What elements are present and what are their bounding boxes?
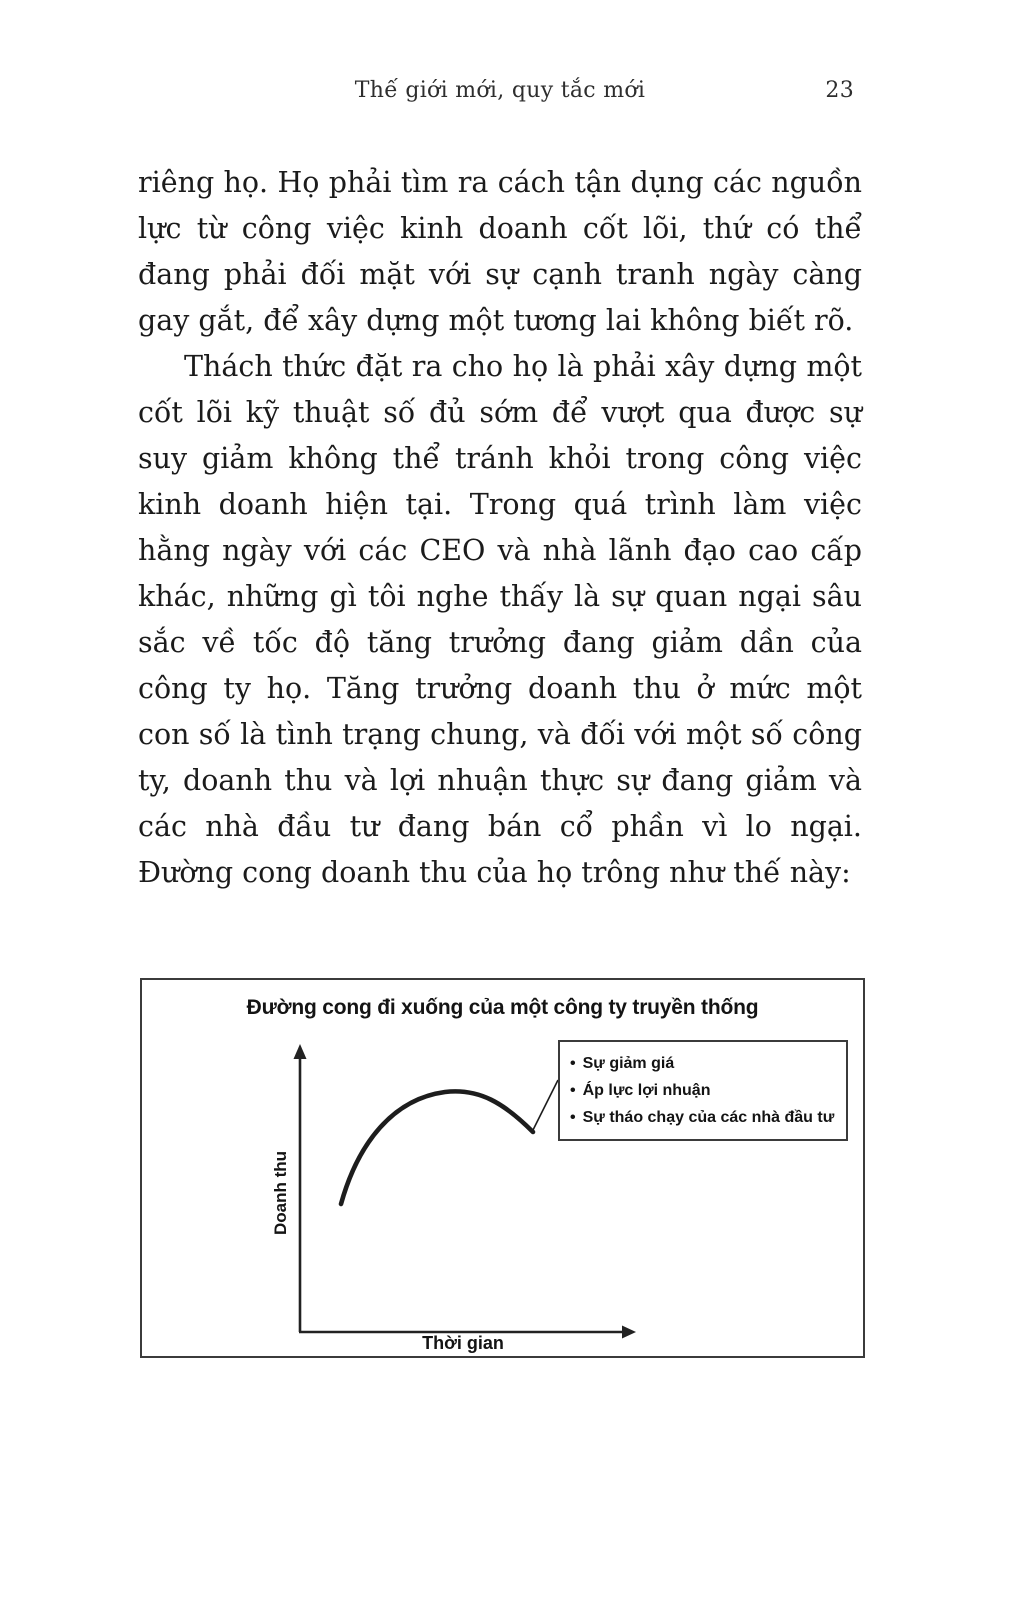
plot-area [142,980,863,1356]
revenue-curve-figure [140,978,865,1358]
paragraph: Thách thức đặt ra cho họ là phải xây dựng một cốt lõi kỹ thuật số đủ sớm để vượt qua được sự suy giảm không thể tránh khỏi trong công việc kinh doanh hiện tại. Trong quá trình làm việc hằng ngày với các CEO và nhà lãnh đạo cao cấp khác, những gì tôi nghe thấy là sự quan ngại sâu sắc về tốc độ tăng trưởng đang giảm dần của công ty họ. Tăng trưởng doanh thu ở mức một con số là tình trạng chung, và đối với một số công ty, doanh thu và lợi nhuận thực sự đang giảm và các nhà đầu tư đang bán cổ phần vì lo ngại. Đường cong doanh thu của họ trông như thế này: [138,350,862,889]
chapter-running-title: Thế giới mới, quy tắc mới [354,78,646,103]
y-axis-arrowhead-icon [294,1044,307,1059]
callout-text: Sự giảm giá [582,1055,675,1072]
page-number: 23 [825,78,854,103]
running-header [138,78,862,110]
y-axis-label: Doanh thu [271,1150,290,1236]
x-axis-arrowhead-icon [622,1326,636,1339]
revenue-curve [341,1091,533,1204]
callout-item [570,1050,834,1077]
paragraph: riêng họ. Họ phải tìm ra cách tận dụng các nguồn lực từ công việc kinh doanh cốt lõi, thứ có thể đang phải đối mặt với sự cạnh tranh ngày càng gay gắt, để xây dựng một tương lai không biết rõ. [138,166,862,337]
callout-box [558,1040,848,1141]
figure-title: Đường cong đi xuống của một công ty truyền thống [246,996,759,1019]
callout-item [570,1077,834,1104]
callout-item [570,1104,834,1131]
bullet-icon: • [570,1109,576,1126]
callout-text: Áp lực lợi nhuận [582,1082,711,1099]
callout-text: Sự tháo chạy của các nhà đầu tư [582,1109,835,1126]
x-axis-label: Thời gian [422,1333,504,1353]
bullet-icon: • [570,1055,576,1072]
callout-leader-line [533,1080,558,1130]
body-text [138,160,862,896]
bullet-icon: • [570,1082,576,1099]
